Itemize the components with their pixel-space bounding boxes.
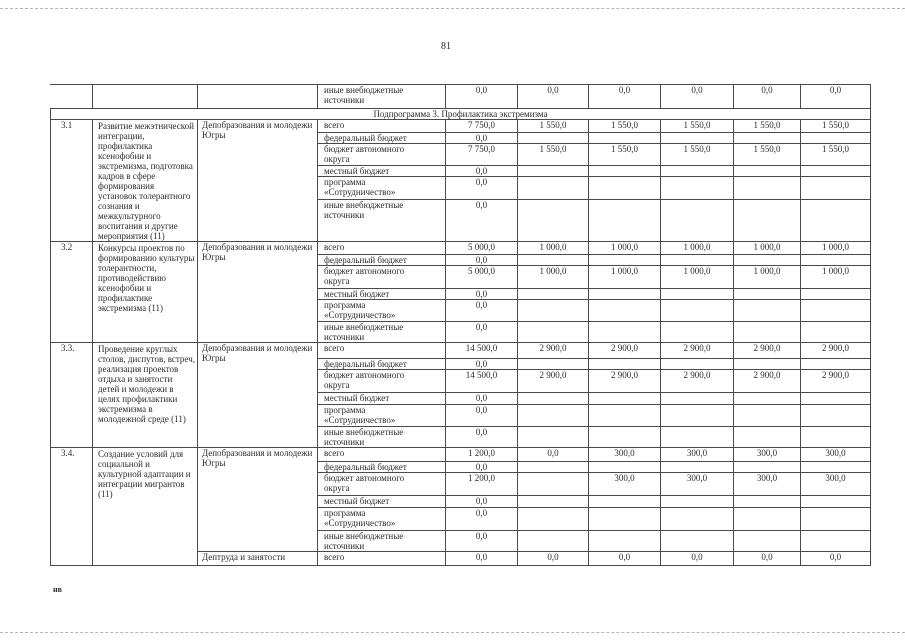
responsible-executor: Депобразования и молодежи Югры	[198, 343, 318, 448]
value-cell: 300,0	[661, 448, 734, 462]
empty-cell	[801, 255, 871, 266]
empty-cell	[661, 177, 734, 199]
funding-source-label: бюджет автономного округа	[324, 266, 405, 286]
empty-cell	[801, 405, 871, 427]
value-cell: 5 000,0	[446, 242, 518, 255]
value-cell: 0,0	[518, 448, 589, 462]
empty-cell	[801, 508, 871, 531]
item-name: Создание условий для социальной и культурной адаптации и интеграции мигрантов (11)	[93, 448, 198, 566]
empty-cell	[518, 496, 589, 508]
empty-cell	[589, 393, 661, 405]
empty-cell	[518, 508, 589, 531]
funding-source-cell	[318, 496, 446, 508]
funding-source-label: всего	[324, 343, 345, 353]
funding-source-label: местный бюджет	[324, 393, 390, 403]
funding-source-label: местный бюджет	[324, 289, 390, 299]
value-cell: 1 000,0	[518, 242, 589, 255]
item-number: 3.4.	[51, 448, 93, 566]
table-row	[51, 242, 871, 255]
empty-cell	[734, 531, 801, 552]
empty-cell	[801, 166, 871, 177]
empty-cell	[518, 322, 589, 343]
funding-source-cell	[318, 508, 446, 531]
funding-source-cell	[318, 448, 446, 462]
empty-cell	[518, 462, 589, 473]
empty-cell	[518, 427, 589, 448]
value-cell: 0,0	[446, 359, 518, 370]
funding-source-cell	[318, 199, 446, 241]
empty-cell	[734, 462, 801, 473]
empty-cell	[589, 531, 661, 552]
empty-cell	[589, 166, 661, 177]
empty-cell	[801, 462, 871, 473]
responsible-executor: Дептруда и занятости	[198, 552, 318, 566]
item-name: Конкурсы проектов по формированию культуры толерантности, противодействию ксенофобии и профилактике экстремизма (11)	[93, 242, 198, 343]
funding-source-cell	[318, 370, 446, 393]
value-cell: 0,0	[446, 393, 518, 405]
empty-cell	[661, 255, 734, 266]
empty-cell	[518, 531, 589, 552]
funding-source-cell	[318, 552, 446, 566]
value-cell: 300,0	[734, 473, 801, 496]
value-cell: 0,0	[734, 85, 801, 109]
empty-cell	[734, 255, 801, 266]
value-cell: 1 550,0	[661, 120, 734, 133]
empty-cell	[734, 166, 801, 177]
funding-source-cell	[318, 289, 446, 300]
funding-source-label: иные внебюджетные источники	[324, 85, 404, 105]
empty-cell	[198, 85, 318, 109]
empty-cell	[661, 405, 734, 427]
empty-cell	[518, 166, 589, 177]
value-cell: 2 900,0	[734, 343, 801, 359]
empty-cell	[734, 322, 801, 343]
value-cell: 300,0	[661, 473, 734, 496]
empty-cell	[801, 359, 871, 370]
empty-cell	[801, 133, 871, 144]
empty-cell	[589, 322, 661, 343]
value-cell: 1 000,0	[801, 266, 871, 289]
empty-cell	[661, 166, 734, 177]
empty-cell	[518, 300, 589, 322]
funding-source-cell	[318, 393, 446, 405]
value-cell: 2 900,0	[661, 370, 734, 393]
funding-source-label: всего	[324, 552, 345, 562]
empty-cell	[661, 393, 734, 405]
empty-cell	[661, 322, 734, 343]
subprogram-title: Подпрограмма 3. Профилактика экстремизма	[51, 109, 871, 120]
empty-cell	[661, 427, 734, 448]
empty-cell	[589, 133, 661, 144]
value-cell: 0,0	[446, 133, 518, 144]
empty-cell	[518, 255, 589, 266]
funding-source-cell	[318, 266, 446, 289]
empty-cell	[801, 177, 871, 199]
empty-cell	[801, 427, 871, 448]
value-cell: 2 900,0	[518, 343, 589, 359]
scan-edge-top	[0, 8, 905, 9]
value-cell: 0,0	[734, 552, 801, 566]
funding-source-label: местный бюджет	[324, 496, 390, 506]
value-cell: 14 500,0	[446, 370, 518, 393]
value-cell: 0,0	[446, 427, 518, 448]
value-cell: 2 900,0	[801, 370, 871, 393]
empty-cell	[518, 199, 589, 241]
value-cell: 2 900,0	[518, 370, 589, 393]
funding-source-cell	[318, 405, 446, 427]
value-cell: 0,0	[446, 552, 518, 566]
value-cell: 0,0	[446, 85, 518, 109]
empty-cell	[734, 289, 801, 300]
empty-cell	[589, 359, 661, 370]
value-cell: 0,0	[518, 85, 589, 109]
empty-cell	[589, 427, 661, 448]
value-cell: 1 550,0	[734, 144, 801, 166]
funding-source-cell	[318, 166, 446, 177]
value-cell: 14 500,0	[446, 343, 518, 359]
empty-cell	[801, 300, 871, 322]
value-cell: 1 000,0	[589, 242, 661, 255]
value-cell: 1 000,0	[734, 242, 801, 255]
budget-table-body	[51, 85, 871, 566]
item-number: 3.2	[51, 242, 93, 343]
value-cell: 1 550,0	[589, 120, 661, 133]
empty-cell	[734, 405, 801, 427]
value-cell: 300,0	[801, 448, 871, 462]
funding-source-label: бюджет автономного округа	[324, 473, 405, 493]
value-cell: 0,0	[446, 289, 518, 300]
funding-source-label: всего	[324, 448, 345, 458]
value-cell: 0,0	[661, 552, 734, 566]
funding-source-label: программа «Сотрудничество»	[324, 177, 396, 198]
funding-source-cell	[318, 242, 446, 255]
funding-source-label: иные внебюджетные источники	[324, 322, 404, 342]
value-cell: 0,0	[446, 255, 518, 266]
value-cell: 1 550,0	[801, 120, 871, 133]
funding-source-cell	[318, 473, 446, 496]
funding-source-cell	[318, 300, 446, 322]
item-name: Развитие межэтнической интеграции, профилактика ксенофобии и экстремизма, подготовка кадров в сфере формирования установок толерантного сознания и межкультурного воспитания и другие мероприятия (11)	[93, 120, 198, 242]
empty-cell	[661, 508, 734, 531]
empty-cell	[734, 393, 801, 405]
empty-cell	[734, 300, 801, 322]
funding-source-label: бюджет автономного округа	[324, 144, 405, 165]
value-cell: 1 200,0	[446, 448, 518, 462]
value-cell: 0,0	[589, 85, 661, 109]
value-cell: 2 900,0	[589, 370, 661, 393]
empty-cell	[734, 508, 801, 531]
empty-cell	[51, 85, 93, 109]
funding-source-label: федеральный бюджет	[324, 133, 407, 144]
value-cell: 2 900,0	[734, 370, 801, 393]
empty-cell	[589, 496, 661, 508]
empty-cell	[801, 496, 871, 508]
value-cell: 0,0	[446, 322, 518, 343]
value-cell: 1 000,0	[734, 266, 801, 289]
value-cell: 7 750,0	[446, 120, 518, 133]
empty-cell	[518, 473, 589, 496]
value-cell: 0,0	[801, 552, 871, 566]
empty-cell	[661, 531, 734, 552]
value-cell: 0,0	[661, 85, 734, 109]
funding-source-label: федеральный бюджет	[324, 359, 407, 369]
value-cell: 1 550,0	[589, 144, 661, 166]
empty-cell	[589, 300, 661, 322]
empty-cell	[589, 508, 661, 531]
responsible-executor: Депобразования и молодежи Югры	[198, 448, 318, 552]
funding-source-label: местный бюджет	[324, 166, 390, 177]
empty-cell	[661, 496, 734, 508]
empty-cell	[734, 359, 801, 370]
funding-source-cell	[318, 144, 446, 166]
value-cell: 0,0	[446, 508, 518, 531]
empty-cell	[661, 359, 734, 370]
funding-source-label: бюджет автономного округа	[324, 370, 405, 390]
funding-source-label: программа «Сотрудничество»	[324, 300, 396, 320]
footer-mark: нв	[53, 585, 62, 594]
funding-source-label: федеральный бюджет	[324, 255, 407, 265]
value-cell: 300,0	[734, 448, 801, 462]
empty-cell	[661, 199, 734, 241]
empty-cell	[801, 289, 871, 300]
funding-source-cell	[318, 133, 446, 144]
page-number: 81	[441, 41, 451, 52]
value-cell: 1 550,0	[518, 120, 589, 133]
value-cell: 1 550,0	[518, 144, 589, 166]
scan-edge-bottom	[0, 632, 905, 633]
table-row	[51, 448, 871, 462]
value-cell: 2 900,0	[661, 343, 734, 359]
value-cell: 300,0	[589, 448, 661, 462]
value-cell: 1 550,0	[661, 144, 734, 166]
empty-cell	[589, 405, 661, 427]
funding-source-cell	[318, 359, 446, 370]
funding-source-label: всего	[324, 120, 345, 130]
value-cell: 1 000,0	[589, 266, 661, 289]
value-cell: 1 000,0	[518, 266, 589, 289]
value-cell: 0,0	[446, 462, 518, 473]
funding-source-cell	[318, 322, 446, 343]
value-cell: 0,0	[446, 531, 518, 552]
value-cell: 0,0	[446, 177, 518, 199]
value-cell: 1 550,0	[801, 144, 871, 166]
empty-cell	[734, 177, 801, 199]
funding-source-cell	[318, 427, 446, 448]
value-cell: 1 000,0	[801, 242, 871, 255]
table-row	[51, 120, 871, 133]
empty-cell	[734, 496, 801, 508]
funding-source-cell	[318, 343, 446, 359]
funding-source-label: федеральный бюджет	[324, 462, 407, 472]
funding-source-label: иные внебюджетные источники	[324, 531, 404, 551]
item-name: Проведение круглых столов, диспутов, встреч, реализация проектов отдыха и занятости детей и молодежи в целях профилактики экстремизма в молодежной среде (11)	[93, 343, 198, 448]
value-cell: 0,0	[446, 199, 518, 241]
empty-cell	[661, 462, 734, 473]
value-cell: 0,0	[446, 166, 518, 177]
value-cell: 0,0	[446, 405, 518, 427]
funding-source-cell	[318, 177, 446, 199]
empty-cell	[734, 199, 801, 241]
empty-cell	[589, 289, 661, 300]
value-cell: 7 750,0	[446, 144, 518, 166]
empty-cell	[801, 199, 871, 241]
empty-cell	[518, 393, 589, 405]
value-cell: 2 900,0	[589, 343, 661, 359]
value-cell: 1 200,0	[446, 473, 518, 496]
table-row	[51, 109, 871, 120]
funding-source-cell	[318, 255, 446, 266]
value-cell: 0,0	[518, 552, 589, 566]
value-cell: 0,0	[589, 552, 661, 566]
value-cell: 2 900,0	[801, 343, 871, 359]
empty-cell	[734, 427, 801, 448]
empty-cell	[734, 133, 801, 144]
value-cell: 1 000,0	[661, 242, 734, 255]
funding-source-cell	[318, 85, 446, 109]
item-number: 3.3.	[51, 343, 93, 448]
budget-table	[50, 84, 871, 566]
funding-source-cell	[318, 531, 446, 552]
empty-cell	[589, 462, 661, 473]
value-cell: 300,0	[589, 473, 661, 496]
value-cell: 1 550,0	[734, 120, 801, 133]
funding-source-cell	[318, 462, 446, 473]
funding-source-label: иные внебюджетные источники	[324, 199, 404, 220]
empty-cell	[801, 393, 871, 405]
value-cell: 300,0	[801, 473, 871, 496]
item-number: 3.1	[51, 120, 93, 242]
funding-source-cell	[318, 120, 446, 133]
value-cell: 0,0	[446, 300, 518, 322]
responsible-executor: Депобразования и молодежи Югры	[198, 120, 318, 242]
empty-cell	[589, 199, 661, 241]
empty-cell	[661, 133, 734, 144]
responsible-executor: Депобразования и молодежи Югры	[198, 242, 318, 343]
funding-source-label: иные внебюджетные источники	[324, 427, 404, 447]
empty-cell	[518, 177, 589, 199]
value-cell: 1 000,0	[661, 266, 734, 289]
empty-cell	[661, 300, 734, 322]
empty-cell	[589, 255, 661, 266]
empty-cell	[661, 289, 734, 300]
value-cell: 0,0	[801, 85, 871, 109]
empty-cell	[589, 177, 661, 199]
empty-cell	[518, 359, 589, 370]
empty-cell	[801, 531, 871, 552]
funding-source-label: всего	[324, 242, 345, 252]
value-cell: 5 000,0	[446, 266, 518, 289]
empty-cell	[801, 322, 871, 343]
value-cell: 0,0	[446, 496, 518, 508]
empty-cell	[518, 289, 589, 300]
empty-cell	[518, 405, 589, 427]
table-row	[51, 343, 871, 359]
funding-source-label: программа «Сотрудничество»	[324, 405, 396, 425]
table-row	[51, 85, 871, 109]
empty-cell	[518, 133, 589, 144]
funding-source-label: программа «Сотрудничество»	[324, 508, 396, 528]
empty-cell	[93, 85, 198, 109]
